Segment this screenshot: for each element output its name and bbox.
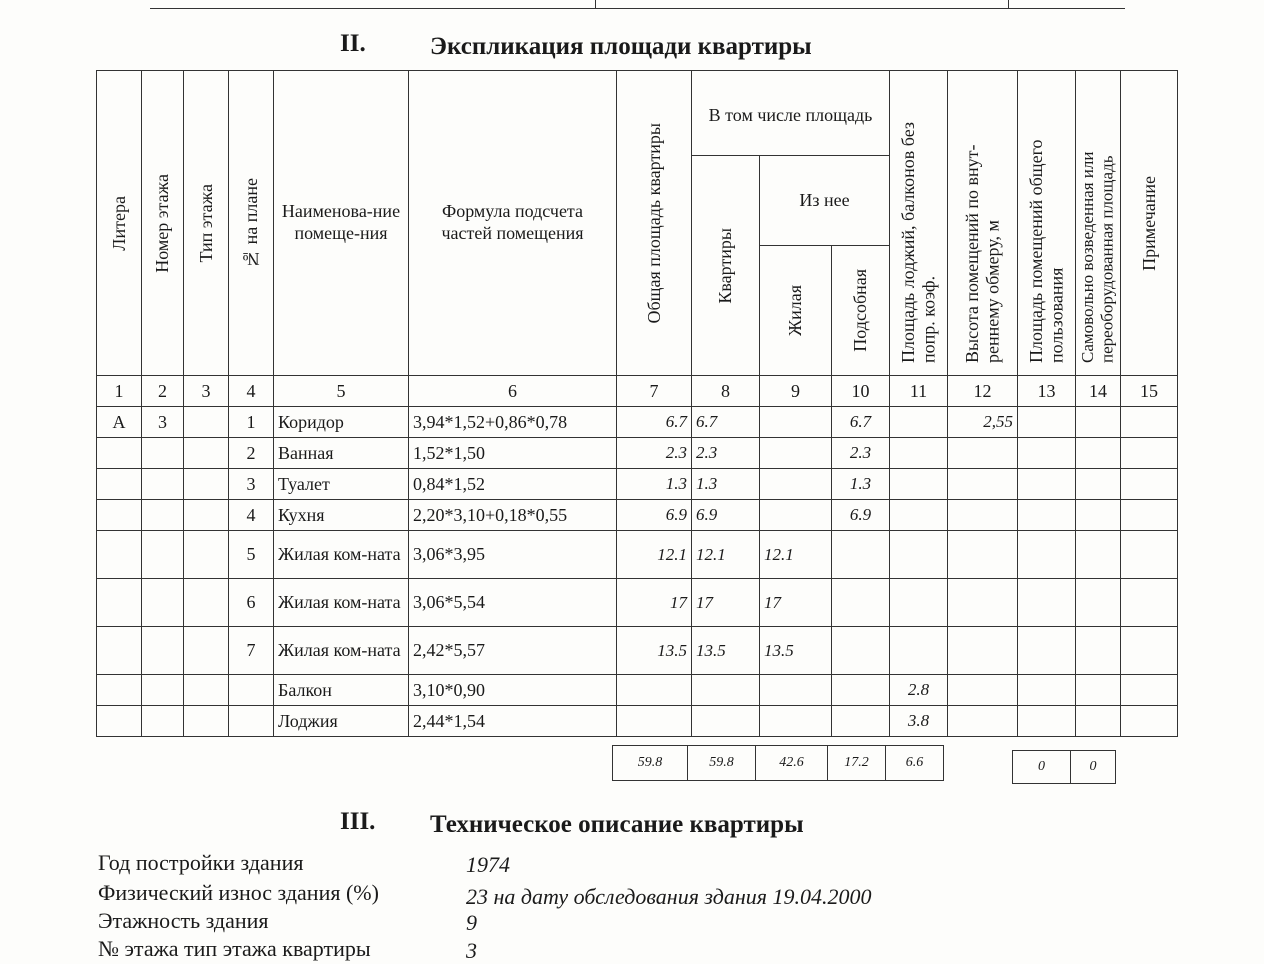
cell-plan-num bbox=[229, 675, 274, 706]
cell-aux bbox=[832, 579, 890, 627]
cell-floor bbox=[142, 469, 184, 500]
cell-total: 2.3 bbox=[617, 438, 692, 469]
cell-room-name: Лоджия bbox=[274, 706, 409, 737]
cell-apt: 12.1 bbox=[692, 531, 760, 579]
cell-floor bbox=[142, 531, 184, 579]
cell-unauthorized bbox=[1076, 531, 1121, 579]
cell-apt: 2.3 bbox=[692, 438, 760, 469]
table-row bbox=[97, 706, 1178, 737]
cell-note bbox=[1121, 500, 1178, 531]
hdr-unauthorized: Самовольно возведенная или переоборудованная площадь bbox=[1076, 71, 1121, 376]
section3-title: Техническое описание квартиры bbox=[430, 811, 804, 838]
cell-litera bbox=[97, 500, 142, 531]
cell-note bbox=[1121, 407, 1178, 438]
cell-living: 13.5 bbox=[760, 627, 832, 675]
hdr-incl-area: В том числе площадь bbox=[692, 71, 890, 156]
cell-formula: 2,44*1,54 bbox=[409, 706, 617, 737]
table-row bbox=[97, 500, 1178, 531]
cell-common bbox=[1018, 407, 1076, 438]
cell-unauthorized bbox=[1076, 438, 1121, 469]
cell-room-name: Ванная bbox=[274, 438, 409, 469]
totals-table bbox=[612, 745, 944, 781]
column-number-row: 1 2 3 4 5 6 7 8 9 10 11 12 13 14 15 bbox=[97, 376, 1178, 407]
hdr-note: Примечание bbox=[1121, 71, 1178, 376]
cell-room-name: Балкон bbox=[274, 675, 409, 706]
cell-room-name: Туалет bbox=[274, 469, 409, 500]
totals-table-2 bbox=[1012, 750, 1116, 784]
cell-height bbox=[948, 675, 1018, 706]
cell-height bbox=[948, 500, 1018, 531]
cell-loggia: 3.8 bbox=[890, 706, 948, 737]
cell-common bbox=[1018, 531, 1076, 579]
cell-floor bbox=[142, 675, 184, 706]
cell-height bbox=[948, 469, 1018, 500]
cell-apt: 6.7 bbox=[692, 407, 760, 438]
cell-room-name: Жилая ком-ната bbox=[274, 531, 409, 579]
cell-total: 12.1 bbox=[617, 531, 692, 579]
total-aux-sum: 17.2 bbox=[828, 746, 886, 781]
cell-floor-type bbox=[184, 706, 229, 737]
cell-litera bbox=[97, 579, 142, 627]
cell-total: 13.5 bbox=[617, 627, 692, 675]
cell-room-name: Коридор bbox=[274, 407, 409, 438]
cell-common bbox=[1018, 579, 1076, 627]
tech-value-floors: 9 bbox=[466, 910, 477, 935]
cell-loggia bbox=[890, 500, 948, 531]
cell-loggia bbox=[890, 579, 948, 627]
cell-living bbox=[760, 407, 832, 438]
cell-litera bbox=[97, 706, 142, 737]
cell-note bbox=[1121, 438, 1178, 469]
tech-label-wear: Физический износ здания (%) bbox=[98, 880, 379, 905]
cell-height bbox=[948, 579, 1018, 627]
cell-height bbox=[948, 706, 1018, 737]
cell-loggia bbox=[890, 531, 948, 579]
cell-total: 6.9 bbox=[617, 500, 692, 531]
cell-note bbox=[1121, 469, 1178, 500]
hdr-living: Жилая bbox=[760, 246, 832, 376]
cell-plan-num: 6 bbox=[229, 579, 274, 627]
table-row bbox=[97, 469, 1178, 500]
cell-floor-type bbox=[184, 675, 229, 706]
cell-plan-num bbox=[229, 706, 274, 737]
cell-loggia bbox=[890, 438, 948, 469]
table-row bbox=[97, 438, 1178, 469]
cell-litera bbox=[97, 469, 142, 500]
hdr-floor-num: Номер этажа bbox=[142, 71, 184, 376]
cell-room-name: Жилая ком-ната bbox=[274, 579, 409, 627]
section2-title: Экспликация площади квартиры bbox=[430, 33, 812, 60]
cell-formula: 0,84*1,52 bbox=[409, 469, 617, 500]
explication-table bbox=[96, 70, 1178, 737]
cell-aux bbox=[832, 627, 890, 675]
cell-total: 1.3 bbox=[617, 469, 692, 500]
cell-living: 12.1 bbox=[760, 531, 832, 579]
table-row bbox=[97, 675, 1178, 706]
cell-total: 17 bbox=[617, 579, 692, 627]
cell-apt: 1.3 bbox=[692, 469, 760, 500]
cell-common bbox=[1018, 627, 1076, 675]
cell-floor: 3 bbox=[142, 407, 184, 438]
total-common-sum: 0 bbox=[1013, 751, 1071, 784]
cell-note bbox=[1121, 627, 1178, 675]
cell-aux bbox=[832, 531, 890, 579]
total-living-sum: 42.6 bbox=[756, 746, 828, 781]
cell-aux: 2.3 bbox=[832, 438, 890, 469]
table-row bbox=[97, 531, 1178, 579]
cell-apt: 6.9 bbox=[692, 500, 760, 531]
cell-floor-type bbox=[184, 438, 229, 469]
hdr-litera: Литера bbox=[97, 71, 142, 376]
cell-unauthorized bbox=[1076, 579, 1121, 627]
cell-aux: 6.9 bbox=[832, 500, 890, 531]
section3-number: III. bbox=[340, 808, 376, 835]
cell-apt bbox=[692, 675, 760, 706]
tech-label-floors: Этажность здания bbox=[98, 908, 269, 933]
cell-living: 17 bbox=[760, 579, 832, 627]
cell-floor-type bbox=[184, 531, 229, 579]
cell-plan-num: 2 bbox=[229, 438, 274, 469]
cell-litera: А bbox=[97, 407, 142, 438]
hdr-floor-type: Тип этажа bbox=[184, 71, 229, 376]
total-unauthorized-sum: 0 bbox=[1071, 751, 1116, 784]
cell-living bbox=[760, 675, 832, 706]
hdr-common-area: Площадь помещений общего пользования bbox=[1018, 71, 1076, 376]
cell-litera bbox=[97, 627, 142, 675]
cell-common bbox=[1018, 500, 1076, 531]
cell-floor bbox=[142, 579, 184, 627]
cell-common bbox=[1018, 469, 1076, 500]
cell-common bbox=[1018, 675, 1076, 706]
cell-formula: 2,42*5,57 bbox=[409, 627, 617, 675]
cell-aux: 1.3 bbox=[832, 469, 890, 500]
cell-unauthorized bbox=[1076, 627, 1121, 675]
cell-total: 6.7 bbox=[617, 407, 692, 438]
cell-formula: 3,94*1,52+0,86*0,78 bbox=[409, 407, 617, 438]
cell-plan-num: 5 bbox=[229, 531, 274, 579]
cell-floor bbox=[142, 627, 184, 675]
cell-total bbox=[617, 706, 692, 737]
cell-floor-type bbox=[184, 407, 229, 438]
cell-height bbox=[948, 627, 1018, 675]
cell-apt: 13.5 bbox=[692, 627, 760, 675]
cell-living bbox=[760, 438, 832, 469]
cell-loggia bbox=[890, 407, 948, 438]
total-loggia-sum: 6.6 bbox=[886, 746, 944, 781]
hdr-height: Высота помещений по внут-реннему обмеру, м bbox=[948, 71, 1018, 376]
cell-height bbox=[948, 531, 1018, 579]
cell-litera bbox=[97, 531, 142, 579]
cell-litera bbox=[97, 438, 142, 469]
cell-apt bbox=[692, 706, 760, 737]
cell-unauthorized bbox=[1076, 407, 1121, 438]
cell-note bbox=[1121, 531, 1178, 579]
cell-formula: 3,10*0,90 bbox=[409, 675, 617, 706]
cell-plan-num: 7 bbox=[229, 627, 274, 675]
cell-room-name: Кухня bbox=[274, 500, 409, 531]
cell-formula: 1,52*1,50 bbox=[409, 438, 617, 469]
cell-unauthorized bbox=[1076, 675, 1121, 706]
cell-formula: 2,20*3,10+0,18*0,55 bbox=[409, 500, 617, 531]
cell-formula: 3,06*3,95 bbox=[409, 531, 617, 579]
cell-loggia: 2.8 bbox=[890, 675, 948, 706]
cell-total bbox=[617, 675, 692, 706]
cell-note bbox=[1121, 579, 1178, 627]
hdr-of-which: Из нее bbox=[760, 156, 890, 246]
hdr-total-area: Общая площадь квартиры bbox=[617, 71, 692, 376]
cell-litera bbox=[97, 675, 142, 706]
tech-value-wear: 23 на дату обследования здания 19.04.2000 bbox=[466, 884, 872, 909]
cell-plan-num: 4 bbox=[229, 500, 274, 531]
cell-unauthorized bbox=[1076, 706, 1121, 737]
tech-value-year: 1974 bbox=[466, 852, 510, 877]
hdr-formula: Формула подсчета частей помещения bbox=[409, 71, 617, 376]
cell-loggia bbox=[890, 469, 948, 500]
cell-aux bbox=[832, 706, 890, 737]
hdr-auxiliary: Подсобная bbox=[832, 246, 890, 376]
cell-unauthorized bbox=[1076, 500, 1121, 531]
total-area-sum: 59.8 bbox=[613, 746, 688, 781]
cell-floor bbox=[142, 706, 184, 737]
hdr-plan-num: № на плане bbox=[229, 71, 274, 376]
hdr-room-name: Наименова-ние помеще-ния bbox=[274, 71, 409, 376]
cell-formula: 3,06*5,54 bbox=[409, 579, 617, 627]
tech-label-year: Год постройки здания bbox=[98, 850, 304, 875]
cell-unauthorized bbox=[1076, 469, 1121, 500]
cell-common bbox=[1018, 438, 1076, 469]
cell-plan-num: 3 bbox=[229, 469, 274, 500]
tech-label-floor-type: № этажа тип этажа квартиры bbox=[98, 936, 371, 961]
cell-aux bbox=[832, 675, 890, 706]
cell-floor-type bbox=[184, 469, 229, 500]
cell-living bbox=[760, 706, 832, 737]
cell-living bbox=[760, 469, 832, 500]
cell-height: 2,55 bbox=[948, 407, 1018, 438]
cell-common bbox=[1018, 706, 1076, 737]
cell-aux: 6.7 bbox=[832, 407, 890, 438]
cell-living bbox=[760, 500, 832, 531]
tech-value-floor-type: 3 bbox=[466, 938, 477, 963]
cell-apt: 17 bbox=[692, 579, 760, 627]
cell-loggia bbox=[890, 627, 948, 675]
table-row bbox=[97, 407, 1178, 438]
cell-floor-type bbox=[184, 500, 229, 531]
cell-height bbox=[948, 438, 1018, 469]
table-row bbox=[97, 627, 1178, 675]
section2-number: II. bbox=[340, 30, 366, 57]
cell-floor bbox=[142, 438, 184, 469]
hdr-loggia-area: Площадь лоджий, балконов без попр. коэф. bbox=[890, 71, 948, 376]
cell-floor bbox=[142, 500, 184, 531]
cell-note bbox=[1121, 706, 1178, 737]
cell-floor-type bbox=[184, 627, 229, 675]
table-row bbox=[97, 579, 1178, 627]
cell-room-name: Жилая ком-ната bbox=[274, 627, 409, 675]
cell-floor-type bbox=[184, 579, 229, 627]
previous-table-bottom bbox=[150, 0, 1125, 9]
hdr-apartments: Квартиры bbox=[692, 156, 760, 376]
cell-note bbox=[1121, 675, 1178, 706]
cell-plan-num: 1 bbox=[229, 407, 274, 438]
total-apt-sum: 59.8 bbox=[688, 746, 756, 781]
